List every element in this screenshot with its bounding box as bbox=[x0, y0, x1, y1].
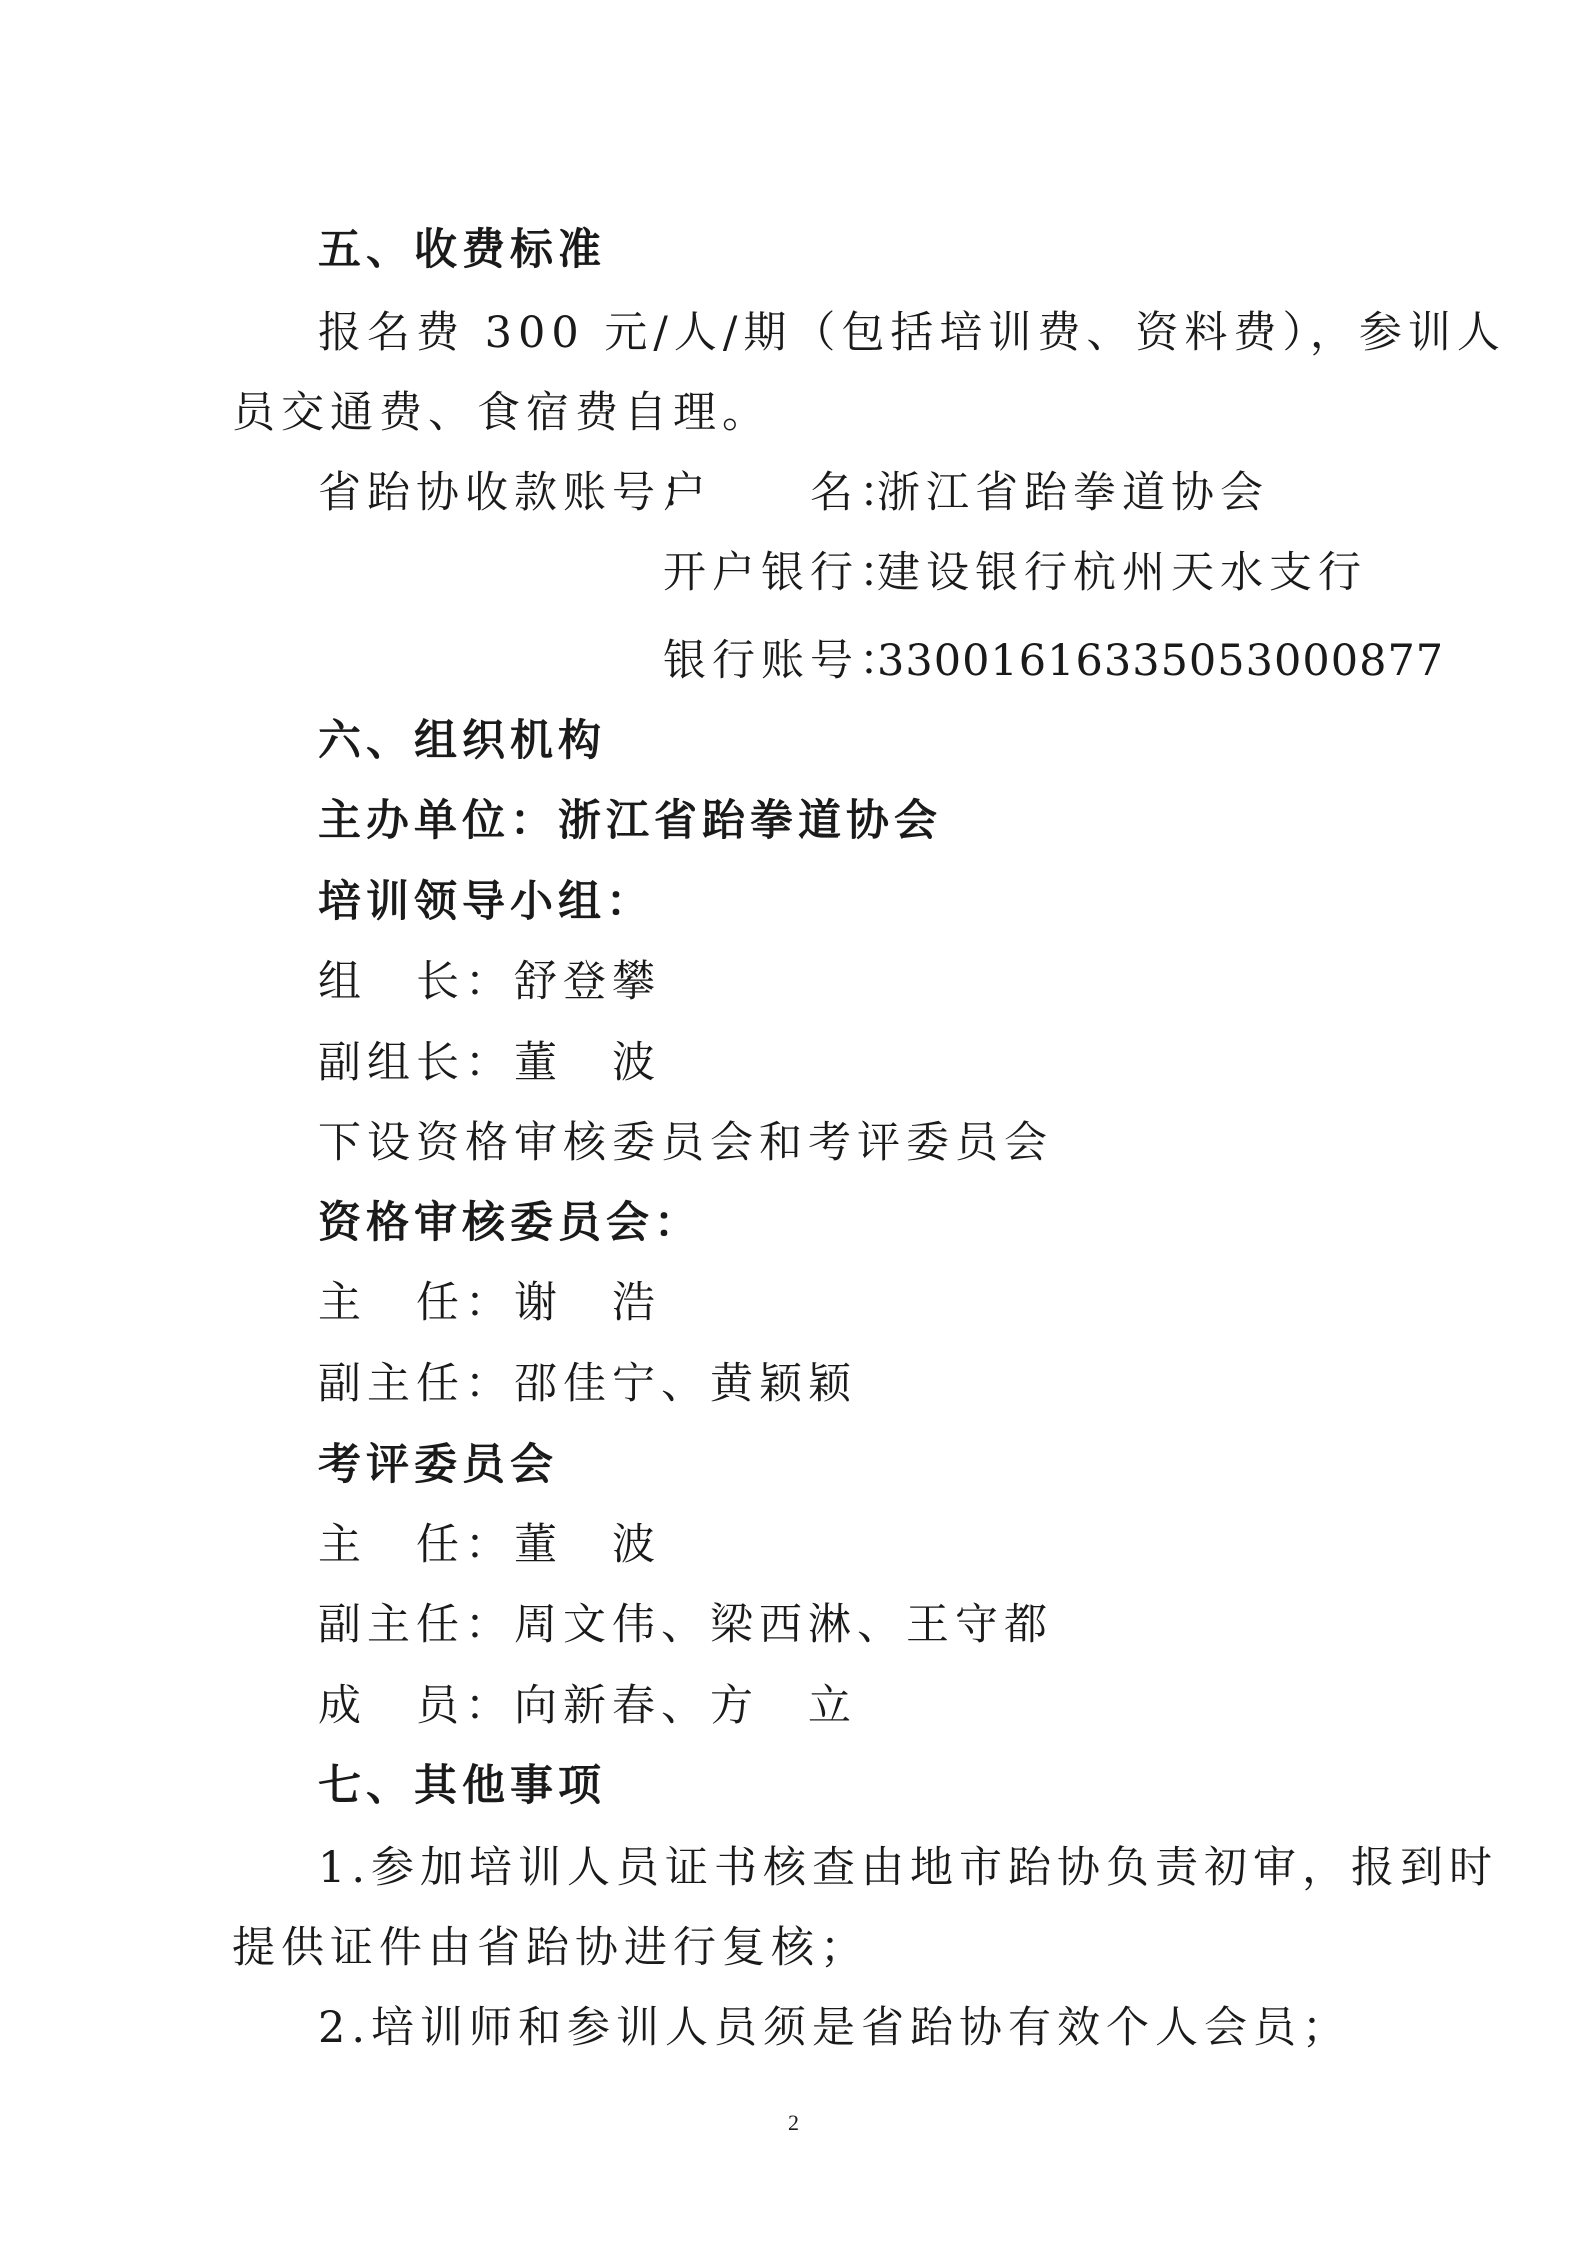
evaluation-committee-title: 考评委员会 bbox=[318, 1440, 558, 1490]
bank-label: 开户银行： bbox=[663, 548, 908, 598]
group-leader: 组 长：舒登攀 bbox=[318, 957, 661, 1007]
section-heading-fees: 五、收费标准 bbox=[318, 225, 606, 275]
committees-note: 下设资格审核委员会和考评委员会 bbox=[318, 1118, 1053, 1168]
other-item-1-line-1: 1.参加培训人员证书核查由地市跆协负责初审，报到时 bbox=[318, 1843, 1499, 1893]
page-number: 2 bbox=[788, 2110, 799, 2135]
other-item-2: 2.培训师和参训人员须是省跆协有效个人会员； bbox=[318, 2003, 1352, 2053]
fees-paragraph-line-2: 员交通费、食宿费自理。 bbox=[232, 388, 771, 438]
evaluation-members: 成 员：向新春、方 立 bbox=[318, 1681, 857, 1731]
bank-value: 建设银行杭州天水支行 bbox=[877, 548, 1367, 598]
deputy-group-leader: 副组长：董 波 bbox=[318, 1038, 661, 1088]
qualification-committee-title: 资格审核委员会： bbox=[318, 1198, 702, 1248]
account-number-label: 银行账号： bbox=[663, 636, 908, 686]
account-label: 省跆协收款账号： bbox=[318, 468, 710, 518]
section-heading-organization: 六、组织机构 bbox=[318, 716, 606, 766]
leadership-group-title: 培训领导小组： bbox=[318, 877, 654, 927]
fees-paragraph-line-1: 报名费 300 元/人/期（包括培训费、资料费），参训人 bbox=[318, 308, 1506, 358]
account-number-value: 33001616335053000877 bbox=[877, 636, 1445, 686]
qualification-director: 主 任：谢 浩 bbox=[318, 1278, 661, 1328]
account-name-value: 浙江省跆拳道协会 bbox=[877, 468, 1269, 518]
host-unit: 主办单位：浙江省跆拳道协会 bbox=[318, 796, 942, 846]
evaluation-deputy-directors: 副主任：周文伟、梁西淋、王守都 bbox=[318, 1600, 1053, 1650]
account-name-label: 户 名： bbox=[663, 468, 908, 518]
section-heading-other: 七、其他事项 bbox=[318, 1761, 606, 1811]
other-item-1-line-2: 提供证件由省跆协进行复核； bbox=[232, 1923, 869, 1973]
evaluation-director: 主 任：董 波 bbox=[318, 1520, 661, 1570]
qualification-deputy-directors: 副主任：邵佳宁、黄颖颖 bbox=[318, 1359, 857, 1409]
